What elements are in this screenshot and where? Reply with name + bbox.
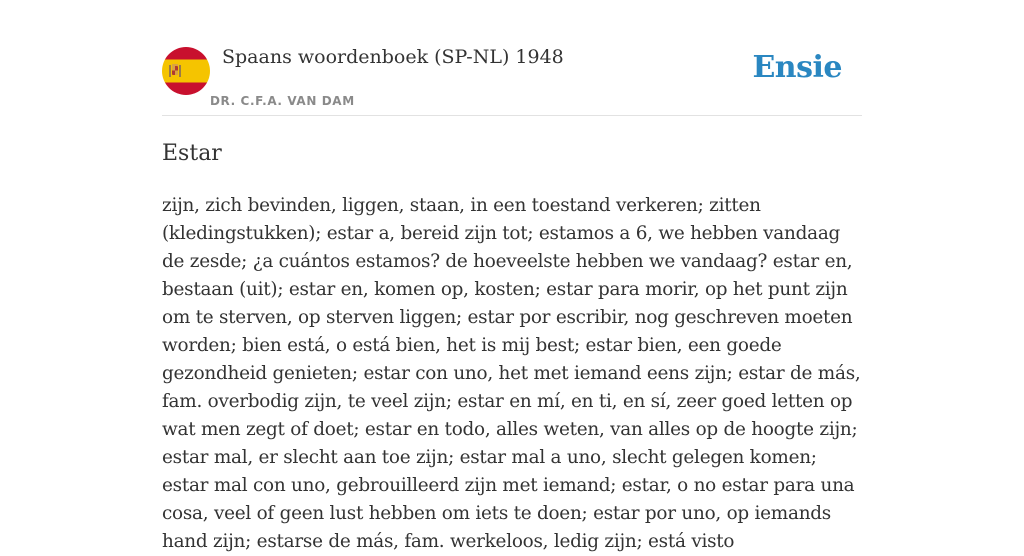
ensie-logo-link[interactable]: Ensie [752,50,842,85]
coat-of-arms-icon [168,63,182,79]
author-name: DR. C.F.A. VAN DAM [210,94,355,108]
spain-flag-icon [162,47,210,95]
entry-headword: Estar [162,141,222,166]
entry-definition: zijn, zich bevinden, liggen, staan, in een toestand verkeren; zitten (kledingstukken); estar a, bereid zijn tot; estamos a 6, we hebben vandaag de zesde; ¿a cuántos estamos? de hoeveelste hebben we vandaag? estar en, bestaan (uit); estar en, komen op, kosten; estar para morir, op het punt zijn om te sterven, op sterven liggen; estar por escribir, nog geschreven moeten worden; bien está, o está bien, het is mij best; estar bien, een goede gezondheid genieten; estar con uno, het met iemand eens zijn; estar de más, fam. overbodig zijn, te veel zijn; estar en mí, en ti, en sí, zeer goed letten op wat men zegt of doet; estar en todo, alles weten, van alles op de hoogte zijn; estar mal, er slecht aan toe zijn; estar mal a uno, slecht gelegen komen; estar mal con uno, gebrouilleerd zijn met iemand; estar, o no estar para una cosa, veel of geen lust hebben om iets te doen; estar por uno, op iemands hand zijn; estarse de más, fam. werkeloos, ledig zijn; está visto [162,195,861,552]
header-divider [162,115,862,116]
dictionary-title[interactable]: Spaans woordenboek (SP-NL) 1948 [222,46,564,68]
